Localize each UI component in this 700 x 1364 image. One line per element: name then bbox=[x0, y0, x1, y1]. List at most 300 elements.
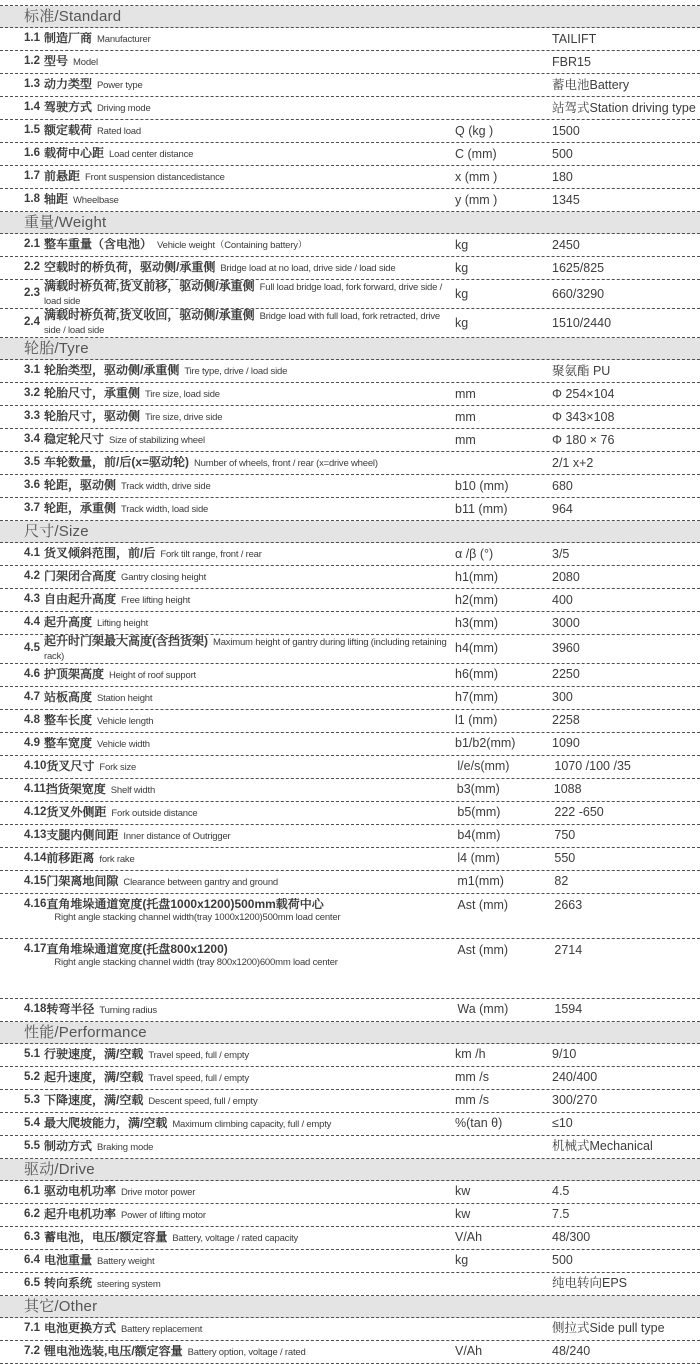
row-value: 1625/825 bbox=[552, 260, 605, 275]
row-label bbox=[44, 668, 455, 682]
row-number: 6.4 bbox=[24, 1253, 40, 1266]
table-row bbox=[0, 664, 700, 687]
row-label-zh: 满载时桥负荷,货叉收回，驱动侧/承重侧 bbox=[44, 308, 255, 322]
row-label bbox=[44, 101, 455, 115]
row-label-en: Tire size, load side bbox=[145, 388, 220, 400]
row-symbol: kg bbox=[455, 260, 469, 275]
row-label bbox=[44, 1140, 455, 1154]
row-value: 500 bbox=[552, 146, 573, 161]
row-label-en: Fork tilt range, front / rear bbox=[160, 548, 262, 560]
row-label bbox=[44, 1322, 455, 1336]
section-title: 尺寸/Size bbox=[24, 522, 89, 540]
row-value: 2/1 x+2 bbox=[552, 455, 594, 470]
row-number: 4.8 bbox=[24, 713, 40, 726]
section-title: 标准/Standard bbox=[24, 8, 122, 25]
row-label-zh: 电池重量 bbox=[44, 1253, 93, 1267]
row-label-en: Manufacturer bbox=[97, 34, 151, 46]
row-symbol: b5(mm) bbox=[457, 805, 501, 820]
row-label-zh: 满载时桥负荷,货叉前移，驱动侧/承重侧 bbox=[44, 280, 255, 293]
table-row bbox=[0, 999, 700, 1022]
row-label-zh: 直角堆垛通道宽度(托盘800x1200) bbox=[46, 942, 228, 956]
row-label bbox=[46, 898, 457, 925]
table-row bbox=[0, 589, 700, 612]
table-row bbox=[0, 871, 700, 894]
table-row bbox=[0, 74, 700, 97]
row-symbol: mm /s bbox=[455, 1093, 490, 1108]
row-value: 82 bbox=[554, 874, 569, 889]
row-value: 1500 bbox=[552, 123, 580, 138]
row-value: 1510/2440 bbox=[552, 315, 612, 330]
row-number: 7.2 bbox=[24, 1344, 40, 1357]
row-label-zh: 型号 bbox=[44, 55, 69, 69]
row-label-zh: 轮胎类型，驱动侧/承重侧 bbox=[44, 363, 180, 377]
row-value: 500 bbox=[552, 1253, 573, 1268]
row-number: 3.6 bbox=[24, 479, 40, 492]
row-value: 侧拉式Side pull type bbox=[552, 1321, 665, 1336]
row-label-en: Power type bbox=[97, 80, 143, 92]
table-row bbox=[0, 543, 700, 566]
row-number: 4.10 bbox=[24, 759, 47, 772]
row-label bbox=[44, 1345, 455, 1359]
row-label-en: Fork outside distance bbox=[111, 807, 198, 819]
row-number: 6.1 bbox=[24, 1184, 40, 1197]
row-value: 180 bbox=[552, 169, 573, 184]
row-value: 550 bbox=[554, 851, 576, 866]
row-value: 3/5 bbox=[552, 546, 570, 561]
row-value: 2714 bbox=[554, 942, 583, 957]
row-symbol: b4(mm) bbox=[457, 828, 501, 843]
row-value: 1070 /100 /35 bbox=[554, 759, 631, 774]
row-label-zh: 制造厂商 bbox=[44, 32, 93, 46]
row-symbol: kw bbox=[455, 1184, 471, 1199]
row-label bbox=[44, 714, 455, 728]
row-symbol: mm bbox=[455, 432, 476, 447]
row-number: 4.4 bbox=[24, 616, 40, 629]
row-label bbox=[46, 852, 457, 866]
row-number: 4.13 bbox=[24, 828, 47, 841]
row-value: 纯电转向EPS bbox=[552, 1276, 628, 1291]
row-label-en: Battery weight bbox=[97, 1255, 155, 1267]
row-label-zh: 整车重量（含电池） bbox=[44, 238, 153, 252]
row-label-zh: 转向系统 bbox=[44, 1276, 93, 1290]
row-label-en: fork rake bbox=[99, 853, 135, 865]
row-label-zh: 挡货架宽度 bbox=[45, 782, 106, 796]
row-symbol: α /β (°) bbox=[455, 546, 494, 561]
table-row bbox=[0, 28, 700, 51]
row-number: 3.1 bbox=[24, 364, 40, 377]
row-label-zh: 轮胎尺寸，承重侧 bbox=[44, 386, 141, 400]
table-row bbox=[0, 406, 700, 429]
row-label bbox=[44, 387, 455, 401]
row-label bbox=[44, 1048, 455, 1062]
row-label-en: Rated load bbox=[97, 126, 141, 138]
row-label bbox=[44, 1208, 455, 1222]
row-label-en: Travel speed, full / empty bbox=[148, 1049, 249, 1061]
row-number: 4.18 bbox=[24, 1002, 47, 1015]
row-label-zh: 护顶架高度 bbox=[44, 667, 105, 681]
row-label-zh: 轴距 bbox=[44, 193, 69, 207]
row-symbol: Q (kg ) bbox=[455, 123, 494, 138]
row-value: 2450 bbox=[552, 237, 580, 252]
row-symbol: h1(mm) bbox=[455, 569, 499, 584]
table-row bbox=[0, 802, 700, 825]
table-row bbox=[0, 429, 700, 452]
row-value: 2080 bbox=[552, 569, 580, 584]
row-label-en: Maximum climbing capacity, full / empty bbox=[172, 1118, 332, 1130]
row-label bbox=[44, 456, 455, 470]
row-number: 3.4 bbox=[24, 433, 40, 446]
row-label-en: Track width, load side bbox=[121, 503, 209, 515]
row-value: 750 bbox=[554, 828, 576, 843]
row-label-en: steering system bbox=[97, 1278, 161, 1290]
table-row bbox=[0, 1204, 700, 1227]
row-number: 1.3 bbox=[24, 78, 40, 91]
row-label-en: Vehicle length bbox=[97, 715, 154, 727]
row-label-zh: 货叉外侧距 bbox=[46, 805, 107, 819]
row-value: 3000 bbox=[552, 615, 580, 630]
row-value: 3960 bbox=[552, 641, 580, 656]
spec-table bbox=[0, 5, 700, 1364]
section-header bbox=[0, 1022, 700, 1044]
table-row bbox=[0, 166, 700, 189]
row-label-en: Drive motor power bbox=[121, 1186, 196, 1198]
row-number: 1.8 bbox=[24, 193, 40, 206]
row-number: 5.1 bbox=[24, 1047, 40, 1060]
row-label-en: Fork size bbox=[99, 761, 137, 773]
row-number: 3.7 bbox=[24, 502, 40, 515]
row-label bbox=[44, 433, 455, 447]
row-label bbox=[44, 1094, 455, 1108]
table-row bbox=[0, 1318, 700, 1341]
row-symbol: C (mm) bbox=[455, 146, 497, 161]
row-label-zh: 起升电机功率 bbox=[44, 1207, 117, 1221]
row-label-en: Right angle stacking channel width (tray 800x1200)600mm load center bbox=[54, 957, 338, 969]
table-row bbox=[0, 612, 700, 635]
row-symbol: kg bbox=[455, 315, 469, 330]
row-symbol: km /h bbox=[455, 1047, 486, 1062]
table-row bbox=[0, 1113, 700, 1136]
row-label-en: Inner distance of Outrigger bbox=[123, 830, 231, 842]
row-value: 222 -650 bbox=[554, 805, 604, 820]
row-symbol: V/Ah bbox=[455, 1344, 483, 1359]
row-value: Φ 254×104 bbox=[552, 386, 615, 401]
row-label bbox=[44, 570, 455, 584]
table-row bbox=[0, 1136, 700, 1159]
table-row bbox=[0, 635, 700, 664]
row-number: 4.5 bbox=[24, 642, 40, 654]
section-title: 性能/Performance bbox=[24, 1023, 147, 1041]
row-label-zh: 下降速度，满/空载 bbox=[44, 1093, 144, 1107]
row-label bbox=[44, 1117, 455, 1131]
row-number: 1.1 bbox=[24, 32, 40, 45]
row-label-zh: 蓄电池，电压/额定容量 bbox=[44, 1230, 168, 1244]
table-row bbox=[0, 257, 700, 280]
section-title: 重量/Weight bbox=[24, 214, 107, 231]
section-header bbox=[0, 338, 700, 360]
row-label-en: Tire type, drive / load side bbox=[184, 365, 288, 377]
table-row bbox=[0, 566, 700, 589]
row-value: 机械式Mechanical bbox=[552, 1139, 653, 1154]
row-label bbox=[44, 1277, 455, 1291]
table-row bbox=[0, 97, 700, 120]
row-symbol: b10 (mm) bbox=[455, 478, 509, 493]
row-value: 4.5 bbox=[552, 1184, 570, 1199]
table-row bbox=[0, 733, 700, 756]
row-value: 400 bbox=[552, 592, 573, 607]
row-label-en: Number of wheels, front / rear (x=drive wheel) bbox=[194, 457, 378, 469]
row-number: 4.11 bbox=[24, 782, 46, 795]
row-symbol: mm /s bbox=[455, 1070, 490, 1085]
row-label-en: Maximum height of gantry during lifting (including retaining rack) bbox=[44, 636, 447, 662]
row-label-zh: 支腿内侧间距 bbox=[46, 828, 119, 842]
table-row bbox=[0, 687, 700, 710]
row-value: 站驾式Station driving type bbox=[552, 100, 696, 115]
row-number: 3.5 bbox=[24, 456, 40, 469]
row-symbol: %(tan θ) bbox=[455, 1116, 503, 1131]
row-number: 5.2 bbox=[24, 1070, 40, 1083]
row-label bbox=[44, 1231, 455, 1245]
row-symbol: Ast (mm) bbox=[457, 942, 509, 957]
row-label-zh: 车轮数量，前/后(x=驱动轮) bbox=[44, 455, 190, 469]
row-number: 4.3 bbox=[24, 593, 40, 606]
row-label-zh: 轮距，驱动侧 bbox=[44, 478, 117, 492]
row-label-zh: 电池更换方式 bbox=[44, 1321, 117, 1335]
row-label bbox=[46, 760, 457, 774]
row-label-zh: 门架离地间隙 bbox=[46, 874, 119, 888]
row-value: Φ 343×108 bbox=[552, 409, 615, 424]
row-symbol: b11 (mm) bbox=[455, 501, 508, 516]
row-number: 1.5 bbox=[24, 124, 40, 137]
table-row bbox=[0, 1181, 700, 1204]
table-row bbox=[0, 939, 700, 999]
row-label-zh: 动力类型 bbox=[44, 78, 93, 92]
row-value: Φ 180 × 76 bbox=[552, 432, 615, 447]
row-label-zh: 起升时门架最大高度(含挡货架) bbox=[44, 634, 208, 648]
table-row bbox=[0, 710, 700, 733]
row-label-zh: 前移距离 bbox=[46, 851, 95, 865]
row-label-en: Tire size, drive side bbox=[145, 411, 223, 423]
row-label-en: Power of lifting motor bbox=[121, 1209, 206, 1221]
row-label-en: Front suspension distancedistance bbox=[85, 172, 225, 184]
row-value: 1345 bbox=[552, 192, 580, 207]
row-value: 蓄电池Battery bbox=[552, 77, 630, 92]
section-title: 其它/Other bbox=[24, 1297, 98, 1315]
table-row bbox=[0, 51, 700, 74]
row-value: 2258 bbox=[552, 713, 580, 728]
table-row bbox=[0, 189, 700, 212]
row-number: 1.7 bbox=[24, 170, 40, 183]
row-value: 48/300 bbox=[552, 1230, 591, 1245]
row-label-en: Lifting height bbox=[97, 617, 149, 629]
row-value: 300/270 bbox=[552, 1093, 598, 1108]
row-symbol: h7(mm) bbox=[455, 690, 499, 705]
row-label-en: Travel speed, full / empty bbox=[148, 1072, 249, 1084]
row-label-zh: 轮距，承重侧 bbox=[44, 501, 117, 515]
row-number: 2.1 bbox=[24, 238, 40, 251]
row-label bbox=[46, 806, 457, 820]
row-value: 1090 bbox=[552, 736, 580, 751]
row-label-en: Wheelbase bbox=[73, 195, 119, 207]
row-symbol: kg bbox=[455, 237, 469, 252]
row-label-zh: 转弯半径 bbox=[46, 1002, 95, 1016]
row-label bbox=[46, 1003, 457, 1017]
section-header bbox=[0, 1159, 700, 1181]
row-label-zh: 额定载荷 bbox=[44, 124, 93, 138]
row-number: 2.4 bbox=[24, 316, 40, 329]
row-symbol: y (mm ) bbox=[455, 192, 498, 207]
row-symbol: l1 (mm) bbox=[455, 713, 498, 728]
table-row bbox=[0, 894, 700, 939]
row-number: 4.15 bbox=[24, 874, 47, 887]
row-label-zh: 轮胎尺寸，驱动侧 bbox=[44, 409, 141, 423]
row-symbol: h2(mm) bbox=[455, 592, 499, 607]
row-symbol: Wa (mm) bbox=[457, 1002, 509, 1017]
row-label bbox=[44, 737, 455, 751]
row-label-en: Bridge load at no load, drive side / load side bbox=[220, 263, 396, 275]
row-label-zh: 站板高度 bbox=[44, 690, 93, 704]
table-row bbox=[0, 383, 700, 406]
row-label bbox=[44, 309, 455, 337]
row-label-zh: 货叉倾斜范围，前/后 bbox=[44, 546, 156, 560]
row-label bbox=[44, 147, 455, 161]
row-label-en: Clearance between gantry and ground bbox=[123, 876, 279, 888]
row-number: 5.4 bbox=[24, 1116, 40, 1129]
row-label-en: Battery option, voltage / rated bbox=[187, 1346, 306, 1358]
table-row bbox=[0, 756, 700, 779]
row-label bbox=[44, 364, 455, 378]
row-symbol: h3(mm) bbox=[455, 615, 499, 630]
row-label-zh: 载荷中心距 bbox=[44, 147, 105, 161]
table-row bbox=[0, 234, 700, 257]
row-number: 6.3 bbox=[24, 1230, 40, 1243]
row-number: 4.1 bbox=[24, 547, 40, 560]
row-label-en: Shelf width bbox=[110, 784, 156, 796]
row-label-zh: 最大爬坡能力，满/空载 bbox=[44, 1116, 168, 1130]
table-row bbox=[0, 475, 700, 498]
row-symbol: l4 (mm) bbox=[457, 851, 500, 866]
row-label-zh: 起升高度 bbox=[44, 615, 93, 629]
row-symbol: h6(mm) bbox=[455, 667, 499, 682]
table-row bbox=[0, 1250, 700, 1273]
row-label-zh: 货叉尺寸 bbox=[46, 759, 95, 773]
row-value: 2663 bbox=[554, 897, 583, 912]
table-row bbox=[0, 1273, 700, 1296]
row-symbol: V/Ah bbox=[455, 1230, 483, 1245]
row-label bbox=[44, 635, 455, 663]
row-label-zh: 整车长度 bbox=[44, 713, 93, 727]
row-value: 300 bbox=[552, 690, 573, 705]
row-label-en: Vehicle width bbox=[97, 738, 150, 750]
row-label-en: Braking mode bbox=[97, 1141, 154, 1153]
row-label-zh: 整车宽度 bbox=[44, 736, 93, 750]
row-label-en: Station height bbox=[97, 692, 153, 704]
row-label bbox=[46, 783, 457, 797]
table-row bbox=[0, 280, 700, 309]
row-label-en: Turning radius bbox=[99, 1004, 157, 1016]
row-label bbox=[44, 1254, 455, 1268]
row-label-en: Battery, voltage / rated capacity bbox=[172, 1232, 299, 1244]
table-row bbox=[0, 1227, 700, 1250]
row-label bbox=[44, 593, 455, 607]
table-row bbox=[0, 1341, 700, 1364]
table-row bbox=[0, 825, 700, 848]
table-row bbox=[0, 452, 700, 475]
row-label bbox=[44, 193, 455, 207]
row-value: 2250 bbox=[552, 667, 580, 682]
row-label-en: Size of stabilizing wheel bbox=[109, 434, 205, 446]
row-symbol: kg bbox=[455, 286, 469, 301]
row-label bbox=[44, 32, 455, 46]
row-label-zh: 锂电池选装,电压/额定容量 bbox=[44, 1344, 183, 1358]
row-value: 964 bbox=[552, 501, 573, 516]
row-number: 4.2 bbox=[24, 570, 40, 583]
row-label-zh: 门架闭合高度 bbox=[44, 569, 117, 583]
row-number: 3.2 bbox=[24, 387, 40, 400]
row-label-zh: 前悬距 bbox=[44, 170, 81, 184]
row-label bbox=[44, 479, 455, 493]
row-label-en: Track width, drive side bbox=[121, 480, 211, 492]
row-number: 2.3 bbox=[24, 287, 40, 300]
row-symbol: b1/b2(mm) bbox=[455, 736, 516, 751]
row-label bbox=[44, 410, 455, 424]
row-label bbox=[44, 616, 455, 630]
row-number: 1.4 bbox=[24, 101, 40, 114]
table-row bbox=[0, 779, 700, 802]
row-value: 1594 bbox=[554, 1002, 583, 1017]
row-number: 4.14 bbox=[24, 851, 47, 864]
row-number: 1.6 bbox=[24, 147, 40, 160]
row-symbol: mm bbox=[455, 386, 476, 401]
row-value: 48/240 bbox=[552, 1344, 591, 1359]
row-number: 4.17 bbox=[24, 942, 47, 955]
row-label bbox=[44, 1071, 455, 1085]
row-symbol: x (mm ) bbox=[455, 169, 498, 184]
row-label-zh: 自由起升高度 bbox=[44, 592, 117, 606]
row-label-zh: 稳定轮尺寸 bbox=[44, 432, 105, 446]
row-value: 7.5 bbox=[552, 1207, 570, 1222]
section-header bbox=[0, 521, 700, 543]
row-value: 1088 bbox=[553, 782, 582, 797]
row-value: FBR15 bbox=[552, 54, 591, 69]
table-row bbox=[0, 360, 700, 383]
row-value: 240/400 bbox=[552, 1070, 598, 1085]
row-label-en: Full load bridge load, fork forward, drive side / load side bbox=[44, 282, 443, 307]
row-symbol: m1(mm) bbox=[457, 874, 504, 889]
row-label-en: Model bbox=[73, 57, 98, 69]
row-number: 6.5 bbox=[24, 1276, 40, 1289]
row-value: 聚氨酯 PU bbox=[552, 363, 611, 378]
row-number: 4.12 bbox=[24, 805, 47, 818]
row-label-zh: 制动方式 bbox=[44, 1139, 93, 1153]
row-label-zh: 空载时的桥负荷，驱动侧/承重侧 bbox=[44, 261, 216, 275]
row-label-en: Vehicle weight（Containing battery） bbox=[157, 240, 308, 252]
row-value: TAILIFT bbox=[552, 31, 597, 46]
row-label-en: Right angle stacking channel width(tray 1000x1200)500mm load center bbox=[54, 912, 341, 924]
row-label bbox=[44, 238, 455, 252]
row-symbol: l/e/s(mm) bbox=[457, 759, 510, 774]
row-label bbox=[44, 547, 455, 561]
row-symbol: Ast (mm) bbox=[457, 897, 509, 912]
row-number: 7.1 bbox=[24, 1321, 40, 1334]
row-label-zh: 驱动电机功率 bbox=[44, 1184, 117, 1198]
row-label bbox=[44, 55, 455, 69]
section-title: 驱动/Drive bbox=[24, 1160, 95, 1178]
row-symbol: kg bbox=[455, 1253, 469, 1268]
row-label bbox=[46, 943, 457, 970]
table-row bbox=[0, 1090, 700, 1113]
row-label bbox=[44, 124, 455, 138]
row-label-en: Battery replacement bbox=[121, 1323, 203, 1335]
